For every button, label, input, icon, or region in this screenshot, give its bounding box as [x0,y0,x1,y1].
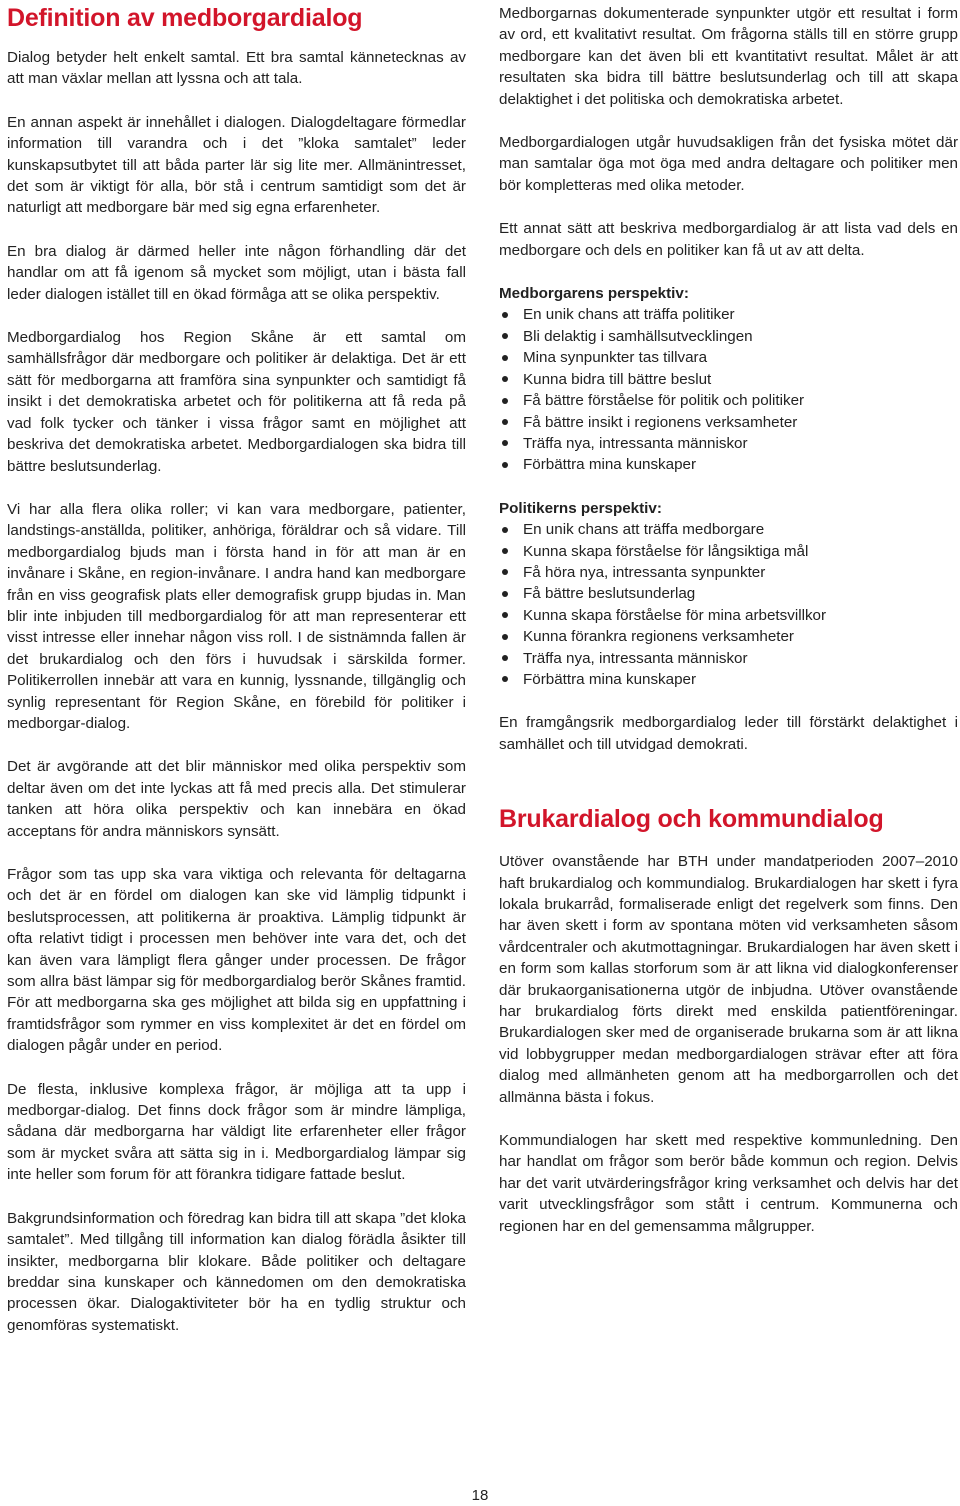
paragraph: Det är avgörande att det blir människor med olika perspektiv som deltar även om det inte lyckas att få med precis alla. Det stimulerar tanken att höra olika perspektiv och kan innebära en ökad acceptans för andra människors synsätt. [7,758,466,840]
list-item: Förbättra mina kunskaper [499,669,958,690]
list-item: Få bättre förståelse för politik och politiker [499,390,958,411]
list-item: Kunna skapa förståelse för mina arbetsvillkor [499,605,958,626]
paragraph: Vi har alla flera olika roller; vi kan vara medborgare, patienter, landstings-anställda, politiker, anhöriga, föräldrar och så vidare. Till medborgardialog bjuds man i första hand in för att man är en invånare i Skåne, en region-invånare. I andra hand kan medborgare från en viss geografisk plats eller demografisk grupp bjudas in. Man blir inte inbjuden till medborgardialog för att man representerar ett visst intresse eller innehar någon viss roll. I de sistnämnda fallen är det brukardialog och den förs i huvudsak i särskilda former. Politikerrollen innebär att vara en kunnig, lyssnande, tillgänglig och synlig representant för Region Skåne, en förebild för politiker i medborgar-dialog. [7,500,466,732]
list-item: Träffa nya, intressanta människor [499,433,958,454]
paragraph: Frågor som tas upp ska vara viktiga och relevanta för deltagarna och det är en fördel om dialogen kan ske vid lämplig tidpunkt i beslutsprocessen, att politikerna är proaktiva. Lämplig tidpunkt är ofta relativt tidigt i processen men behöver inte vara det, och det kan även vara lämpligt flera gånger under processen. De frågor som allra bäst lämpar sig för medborgardialog berör Skånes framtid. För att medborgarna ska ges möjlighet att bilda sig en uppfattning i framtidsfrågor som rymmer en viss komplexitet är det en fördel om dialogen pågår under en period. [7,866,466,1055]
list-item: Få bättre beslutsunderlag [499,583,958,604]
page-number: 18 [471,1487,489,1504]
paragraph: En annan aspekt är innehållet i dialogen. Dialogdeltagare förmedlar information till varandra och i det ”kloka samtalet” leder kunskapsutbytet till att båda parter lär sig lite mer. Allmänintresset, det som är viktigt för alla, bör stå i centrum samtidigt som det är naturligt att medborgare bär med sig egna erfarenheter. [7,113,466,217]
list-item: Mina synpunkter tas tillvara [499,347,958,368]
list-item: Bli delaktig i samhällsutvecklingen [499,326,958,347]
list-item: Förbättra mina kunskaper [499,454,958,475]
paragraph: Dialog betyder helt enkelt samtal. Ett bra samtal kännetecknas av att man växlar mellan att lyssna och att tala. [7,49,466,88]
politician-perspective-list [499,519,958,690]
citizen-perspective-list [499,304,958,475]
list-item: Kunna förankra regionens verksamheter [499,626,958,647]
paragraph: En framgångsrik medborgardialog leder till förstärkt delaktighet i samhället och till utvidgad demokrati. [499,714,958,753]
paragraph: Medborgardialog hos Region Skåne är ett samtal om samhällsfrågor där medborgare och politiker är delaktiga. Det är ett sätt för medborgarna att framföra sina synpunkter och samtidigt få insikt i det demokratiska arbetet och för politikerna att få reda på vad folk tycker och tänker i vissa frågor samt en möjlighet att beskriva det demokratiska arbetet. Medborgardialogen ska bidra till bättre beslutsunderlag. [7,329,466,475]
paragraph: Ett annat sätt att beskriva medborgardialog är att lista vad dels en medborgare och dels en politiker kan få ut av att delta. [499,220,958,259]
section-heading-definition: Definition av medborgardialog [7,4,363,32]
list-item: En unik chans att träffa politiker [499,304,958,325]
list-item: En unik chans att träffa medborgare [499,519,958,540]
paragraph: Utöver ovanstående har BTH under mandatperioden 2007–2010 haft brukardialog och kommundialog. Brukardialogen har skett i fyra lokala brukarråd, formaliserade enligt det regelverk som finns. Den har även skett i form av spontana möten vid verksamheten såsom vårdcentraler och akutmottagningar. Brukardialogen har även skett i en form som kallas storforum som är att likna vid dialogkonferenser där brukaorganisationerna utgör de inbjudna. Utöver ovanstående har brukardialog förts direkt med enskilda patientföreningar. Brukardialogen sker med de organiserade brukarna som är att likna vid lobbygrupper medan medborgardialogen strävar efter att föra dialog med allmänheten genom att ha medborgarrollen och det allmänna bästa i fokus. [499,853,958,1106]
paragraph: Medborgardialogen utgår huvudsakligen från det fysiska mötet där man samtalar öga mot öga med andra deltagare och politiker men bör kompletteras med olika metoder. [499,134,958,194]
list-item: Kunna skapa förståelse för långsiktiga mål [499,541,958,562]
list-item: Få höra nya, intressanta synpunkter [499,562,958,583]
paragraph: Kommundialogen har skett med respektive kommunledning. Den har handlat om frågor som berör både kommun och region. Delvis har det varit utvärderingsfrågor kring verksamhet och delvis har det varit utvecklingsfrågor som stått i centrum. Kommunerna och regionen har en del gemensamma målgrupper. [499,1132,958,1235]
right-column [499,0,958,1237]
paragraph: De flesta, inklusive komplexa frågor, är möjliga att ta upp i medborgar-dialog. Det finns dock frågor som är mindre lämpliga, sådana där medborgarna har väldigt lite erfarenheter eller frågor som är mycket svåra att sätta sig in i. Medborgardialog lämpar sig inte heller som forum för att förankra tidigare fattade beslut. [7,1080,466,1184]
paragraph: En bra dialog är därmed heller inte någon förhandling där det handlar om att få igenom så mycket som möjligt, utan i bästa fall leder dialogen istället till en ökad förmåga att se olika perspektiv. [7,242,466,303]
paragraph: Medborgarnas dokumenterade synpunkter utgör ett resultat i form av ord, ett kvalitativt resultat. Om frågorna ställs till en större grupp medborgare kan det även bli ett kvantitativt resultat. Målet är att resultaten ska bidra till bättre beslutsunderlag och till att skapa delaktighet i det politiska och demokratiska arbetet. [499,5,958,108]
citizen-perspective-heading: Medborgarens perspektiv: [499,285,689,303]
list-item: Kunna bidra till bättre beslut [499,369,958,390]
left-column [7,0,466,1336]
list-item: Få bättre insikt i regionens verksamheter [499,412,958,433]
list-item: Träffa nya, intressanta människor [499,648,958,669]
politician-perspective-heading: Politikerns perspektiv: [499,499,662,517]
paragraph: Bakgrundsinformation och föredrag kan bidra till att skapa ”det kloka samtalet”. Med tillgång till information kan dialog förädla åsikter till insikter, medborgarna blir klokare. Både politiker och deltagare breddar sina kunskaper och kännedomen om den demokratiska processen ökar. Dialogaktiviteter bör ha en tydlig struktur och genomföras systematiskt. [7,1209,466,1334]
section-heading-brukardialog: Brukardialog och kommundialog [499,805,884,834]
